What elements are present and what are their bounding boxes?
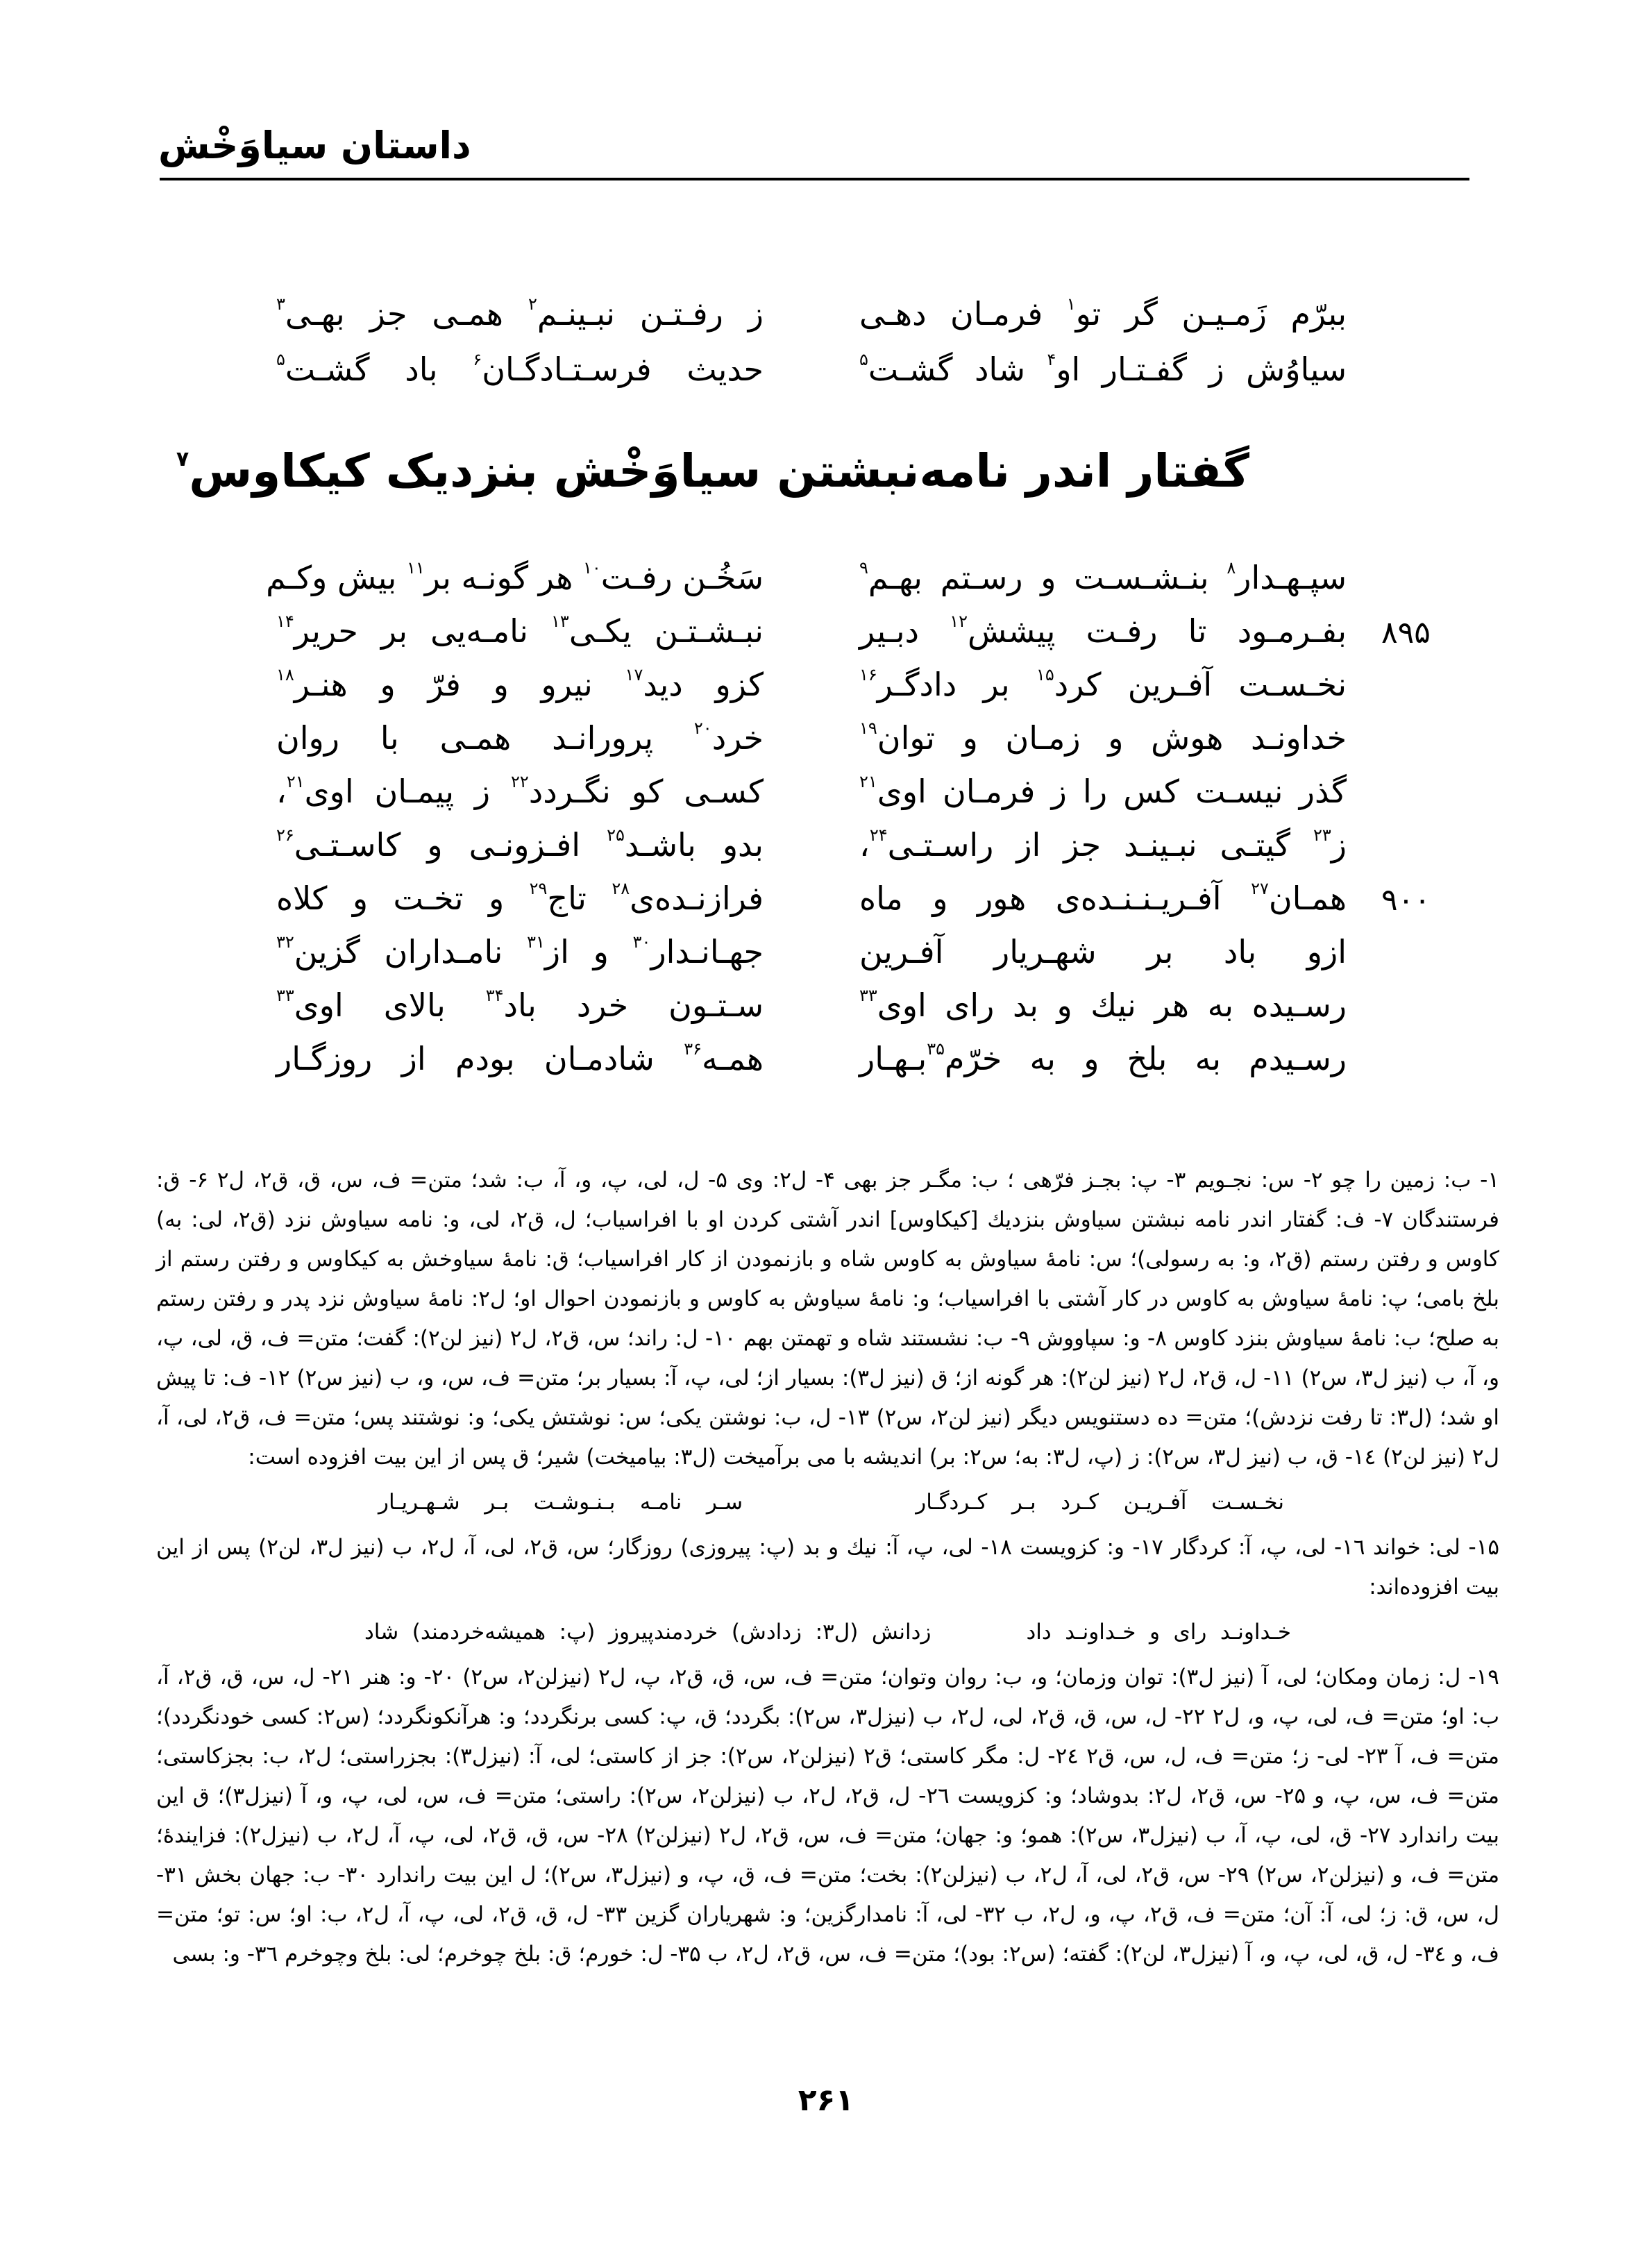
running-header-title: داستان سیاوَخْش <box>158 124 471 167</box>
added-verse-2-left: زدانش (ل۳: زدادش) خردمندپیروز (پ: همیشه‌خردمند) شاد <box>364 1620 932 1645</box>
added-verse-1-right: نخـسـت آفـریـن کـرد بـر کـردگـار <box>916 1490 1285 1515</box>
footnote-paragraph-1: ۱- ب: زمین را چو ۲- س: نجـویم ۳- پ: بجـز فرّهی ؛ ب: مگـر جز بهی ۴- ل۲: وی ۵- ل، لی، پ، و، آ، ب: شد؛ متن= ف، س، ق، ق۲، ل۲ ۶- ق: فرستندگان ۷- ف: گفتار اندر نامه نبشتن سیاوش بنزدیك [کیکاوس] اندر آشتی کردن او با افراسیاب؛ ل، ق۲، لی، و: نامه سیاوش نزد (ق۲، لی: به) کاوس و رفتن رستم (ق۲، و: به رسولی)؛ س: نامهٔ سیاوش به کاوس شاه و بازنمودن از کار افراسیاب؛ ق: نامهٔ سیاوخش به کیکاوس و رفتن رستم از بلخ بامی؛ پ: نامهٔ سیاوش به کاوس در کار آشتی با افراسیاب؛ و: نامهٔ سیاوش به کاوس و بازنمودن احوال او؛ ل۲: نامهٔ سیاوش نزد پدر و رفتن رستم به صلح؛ ب: نامهٔ سیاوش بنزد کاوس ۸- و: سپاووش ۹- ب: نشستند شاه و تهمتن بهم ۱۰- ل: راند؛ س، ق۲، ل۲ (نیز لن۲): گفت؛ متن= ف، ق، لی، پ، و، آ، ب (نیز ل۳، س۲) ۱۱- ل، ق۲، ل۲ (نیز لن۲): هر گونه از؛ ق (نیز ل۳): بسیار از؛ لی، پ، آ: بسیار بر؛ متن= ف، س، و، ب (نیز س۲) ۱۲- ف: تا پیش او شد؛ (ل۳: تا رفت نزدش)؛ متن= ده دستنویس دیگر (نیز لن۲، س۲) ۱۳- ل، ب: نوشتن یکی؛ س: نوشتش یکی؛ و: نوشتند پس؛ متن= ف، ق۲، لی، آ، ل۲ (نیز لن۲) ۱٤- ق، ب (نیز ل۳، س۲): ز (پ، ل۳: به؛ س۲: بر) اندیشه با می برآمیخت (ل۳: بیامیخت) شیر؛ ق پس از این بیت افزوده است: <box>156 1168 1500 1470</box>
opening-couplet-1-left: ز رفـتـن نبـینـم$^۲$ همـی جز بهـی$^۳$ <box>276 294 764 333</box>
page-number: ۲۶۱ <box>798 2083 854 2118</box>
couplet-5-right-hemistich: گذر نیسـت کس را ز فرمـان اوی$^{۲۱}$ <box>859 772 1347 810</box>
section-title <box>176 444 1249 498</box>
couplet-3-right-hemistich: نخـسـت آفـرین کرد$^{۱۵}$ بر دادگـر$^{۱۶}$ <box>859 665 1347 703</box>
added-verse-2-right: خـداونـد رای و خـداونـد داد <box>1026 1620 1291 1645</box>
couplet-2-right-hemistich: بفـرمـود تا رفـت پیشش$^{۱۲}$ دبـیر <box>859 612 1347 650</box>
couplet-6-right-hemistich: ز$^{۲۳}$ گیتـی نبـینـد جز از راسـتـی$^{۲۴}$، <box>859 825 1347 864</box>
couplet-6-left-hemistich: بدو باشـد$^{۲۵}$ افـزونـی و کاسـتـی$^{۲۶}$ <box>276 825 764 864</box>
verse-number: ۸۹۵ <box>1381 615 1431 650</box>
couplet-2-left-hemistich: نبـشـتـن یکـی$^{۱۳}$ نامـه‌یی بر حریر$^{۱۴}$ <box>276 612 764 650</box>
couplet-8-right-hemistich: ازو باد بر شهـریار آفـرین <box>859 933 1347 970</box>
couplet-9-left-hemistich: سـتـون خرد باد$^{۳۴}$ بالای اوی$^{۳۳}$ <box>276 986 764 1024</box>
opening-couplet-2-left: حدیث فرسـتـادگـان$^۶$ باد گشـت$^۵$ <box>276 350 764 388</box>
added-verse-1 <box>156 1483 1499 1522</box>
header-rule <box>160 178 1469 180</box>
couplet-9-right-hemistich: رسـیده به هر نیك و بد رای اوی$^{۳۳}$ <box>859 986 1347 1024</box>
couplet-1-right-hemistich: سپـهـدار$^۸$ بنـشـسـت و رسـتم بهـم$^۹$ <box>859 558 1347 596</box>
verse-number: ۹۰۰ <box>1381 882 1431 918</box>
couplet-8-left-hemistich: جهـانـدار$^{۳۰}$ و از$^{۳۱}$ نامـداران گزین$^{۳۲}$ <box>276 932 764 970</box>
footnote-paragraph-2: ۱۵- لی: خواند ۱٦- لی، پ، آ: کردگار ۱۷- و: کزویست ۱۸- لی، پ، آ: نیك و بد (پ: پیروزی) روزگار؛ س، ق۲، لی، آ، ل۲، ب (نیز ل۳، لن۲) پس از این بیت افزوده‌اند: <box>156 1535 1500 1599</box>
added-verse-2 <box>156 1613 1499 1652</box>
couplet-7-left-hemistich: فرازنـده‌ی$^{۲۸}$ تاج$^{۲۹}$ و تخـت و کلاه <box>276 879 764 917</box>
couplet-3-left-hemistich: کزو دید$^{۱۷}$ نیرو و فرّ و هنـر$^{۱۸}$ <box>276 665 764 703</box>
opening-couplet-2-right: سیاوُش ز گفـتـار او$^۴$ شاد گشـت$^۵$ <box>859 350 1347 388</box>
couplet-5-left-hemistich: کسـی کو نگـردد$^{۲۲}$ ز پیمـان اوی$^{۲۱}$، <box>276 772 764 810</box>
couplet-1-left-hemistich: سَخُـن رفـت$^{۱۰}$ هر گونـه بر$^{۱۱}$ بیش وکـم <box>266 558 764 596</box>
couplet-10-right-hemistich: رسـیدم به بلخ و به خرّم$^{۳۵}$بـهـار <box>859 1039 1347 1077</box>
opening-couplet-1-right: ببرّم زَمـیـن گر تو$^۱$ فرمـان دهـی <box>859 294 1347 333</box>
footnote-paragraph-3: ۱۹- ل: زمان ومکان؛ لی، آ (نیز ل۳): توان وزمان؛ و، ب: روان وتوان؛ متن= ف، س، ق، ق۲، پ، ل۲ (نیزلن۲، س۲) ۲۰- و: هنر ۲۱- ل، س، ق، ق۲، آ، ب: او؛ متن= ف، لی، پ، و، ل۲ ۲۲- ل، س، ق، ق۲، لی، ل۲، ب (نیزل۳، س۲): بگردد؛ ق، پ: کسی برنگردد؛ و: هرآنکونگردد؛ (س۲: کسی خودنگردد)؛ متن= ف، آ ۲۳- لی- ز؛ متن= ف، ل، س، ق۲ ۲٤- ل: مگر کاستی؛ ق۲ (نیزلن۲، س۲): جز از کاستی؛ لی، آ: (نیزل۳): بجزراستی؛ ل۲، ب: بجزکاستی؛ متن= ف، س، پ، و ۲۵- س، ق۲، ل۲: بدوشاد؛ و: کزویست ۲٦- ل، ق۲، ل۲، ب (نیزلن۲، س۲): راستی؛ متن= ف، س، لی، پ، و، آ (نیزل۳)؛ ق این بیت راندارد ۲۷- ق، لی، پ، آ، ب (نیزل۳، س۲): همو؛ و: جهان؛ متن= ف، س، ق۲، ل۲ (نیزلن۲) ۲۸- س، ق، ق۲، لی، پ، آ، ل۲، ب (نیزل۲): فزایندهٔ؛ متن= ف، و (نیزلن۲، س۲) ۲۹- س، ق۲، لی، آ، ل۲، ب (نیزلن۲): بخت؛ متن= ف، ق، پ، و (نیزل۳، س۲)؛ ل این بیت راندارد ۳۰- ب: جهان بخش ۳۱- ل، س، ق: ز؛ لی، آ: آن؛ متن= ف، ق۲، پ، و، ل۲، ب ۳۲- لی، آ: نامدارگزین؛ و: شهریاران گزین ۳۳- ل، ق، ق۲، لی، پ، آ، ل۲، ب: او؛ س: تو؛ متن= ف، و ۳٤- ل، ق، لی، پ، و، آ (نیزل۳، لن۲): گفته؛ (س۲: بود)؛ متن= ف، س، ق۲، ل۲، ب ۳۵- ل: خورم؛ ق: بلخ چوخرم؛ لی: بلخ وچوخرم ۳٦- و: بسی <box>156 1665 1500 1967</box>
couplet-7-right-hemistich: همـان$^{۲۷}$ آفـریـنـنـده‌ی هور و ماه <box>859 879 1347 917</box>
critical-apparatus <box>156 1161 1499 1974</box>
couplet-4-right-hemistich: خداونـد هوش و زمـان و توان$^{۱۹}$ <box>859 718 1347 757</box>
section-title-footnote-marker: ۷ <box>176 447 189 471</box>
couplet-4-left-hemistich: خرد$^{۲۰}$ پرورانـد همـی با روان <box>276 718 764 757</box>
couplet-10-left-hemistich: همـه$^{۳۶}$ شادمـان بودم از روزگـار <box>276 1039 764 1077</box>
section-title-text: گفتار اندر نامه‌نبشتن سیاوَخْش بنزدیک کیکاوس <box>189 444 1249 498</box>
added-verse-1-left: سـر نامـه بـنـوشـت بـر شـهـریـار <box>378 1490 743 1515</box>
